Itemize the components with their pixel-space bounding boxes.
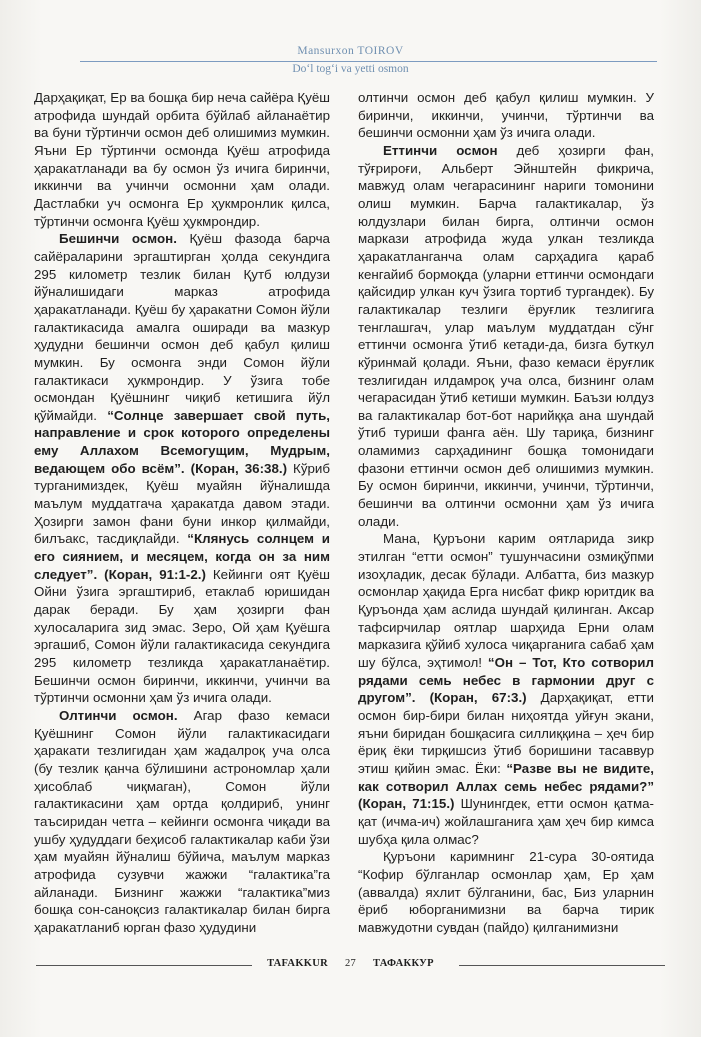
text-run: Кўриб турганимиздек, Қуёш муайян йўналишда маълум муддатгача ҳаракатда давом этади. Ҳозирги замон фани буни инкор қилмайди, билъакс, тасдиқлайди. (34, 460, 331, 547)
text-run: Агар фазо кемаси Қуёшнинг Сомон йўли галактикасидаги ҳаракати тезлигидан ҳам жадалроқ уча олса (бу тезлик қанча бўлишини астрономлар ҳали ҳисоблаб чиқмаган), Сомон йўли галактикасини ҳам ортда қолдириб, унинг таъсиридан четга – кейинги осмонга чиқади ва ушбу ҳудуддаги беҳисоб галактикалар каби ўзи ҳам муайян йўналиш бўйича, маълум марказ атрофида сузувчи жажжи “галактика”га айланади. Бизнинг жажжи “галактика”миз бошқа сон-саноқсиз галактикалар билан бирга ҳаракатланиб юрган фазо ҳудудини (34, 707, 330, 935)
text-run: Қуёш фазода барча сайёраларини эргаштирган ҳолда секундига 295 километр тезлик билан Қутб юлдузи йўналишидаги марказ атрофида ҳаракатланади. Қуёш бу ҳаракатни Сомон йўли галактикасида амалга оширади ва мазкур ҳудудни бешинчи осмон деб қабул қилиш мумкин. Бу осмонга энди Сомон йўли галактикаси ҳукмрондир. У ўзига тобе осмондан Қуёшнинг чиқиб кетишига йўл қўймайди. (34, 231, 330, 423)
left-column-paragraph (34, 707, 330, 937)
text-run: Дарҳақиқат, етти осмон бир-бири билан ниҳоятда уйғун экани, яъни биридан бошқасига силлиққина – ҳеч бир ёриқ ёки тирқишсиз ўтиб боришини тасаввур этиш қийин эмас. Ёки: (358, 690, 654, 776)
header-rule (80, 61, 657, 62)
header-subtitle: Do‘l tog‘i va yetti osmon (292, 63, 409, 75)
footer-text (36, 958, 665, 969)
left-column-paragraph (34, 230, 330, 707)
page-number: 27 (344, 958, 357, 969)
footer-right-label: ТАФАККУР (373, 958, 434, 969)
text-run: олтинчи осмон деб қабул қилиш мумкин. У биринчи, иккинчи, учинчи, тўртинчи ва бешинчи осмонни ҳам ўз ичига олади. (358, 90, 654, 141)
page-footer (36, 958, 665, 974)
bold-run: Бешинчи осмон. (59, 231, 177, 247)
bold-run: Еттинчи осмон (383, 142, 498, 158)
bold-run: “Разве вы не видите, как сотворил Аллах семь небес рядами?” (Коран, 71:15.) (358, 760, 654, 812)
text-run: Қуръони каримнинг 21-сура 30-оятида “Кофир бўлганлар осмонлар ҳам, Ер ҳам (аввалда) яхлит бўлганини, бас, Биз уларнин ёриб юборганимизни ва барча тирик мавжудотни сувдан (пайдо) қилганимизни (358, 849, 654, 935)
header-author: Mansurxon TOIROV (297, 45, 404, 57)
text-run: Шунингдек, етти осмон қатма-қат (ичма-ич) жойлашганига ҳам ҳеч бир кимса шубҳа қила олмас? (358, 796, 654, 847)
left-text-column (34, 89, 330, 937)
right-column-paragraph (358, 530, 654, 848)
right-text-column (358, 89, 654, 937)
right-column-paragraph (358, 848, 654, 936)
text-run: Дарҳақиқат, Ер ва бошқа бир неча сайёра Қуёш атрофида шундай орбита бўйлаб айланаётир ва буни тўртинчи осмон деб олишимиз мумкин. Яъни Ер тўртинчи осмонда Қуёш атрофида ҳаракатланади ва бу осмон ўз ичига биринчи, иккинчи ва учинчи осмонни ҳам олади. Дастлабки уч осмонга Ер ҳукмронлик қилса, тўртинчи осмонга Қуёш ҳукмрондир. (34, 90, 330, 229)
footer-rule-right (459, 965, 665, 966)
right-column-paragraph (358, 89, 654, 142)
text-run: Мана, Қуръони карим оятларида зикр этилган “етти осмон” тушунчасини озмиқўпми изоҳладик, десак бўлади. Албатта, биз мазкур осмонлар ҳақида Ерга нисбат фикр юритдик ва Қуръонда ҳам аслида шундай қилинган. Аксар тафсирчилар оятлар шарҳида Ерни олам марказига қўйиб хулоса чиқарганига сабаб ҳам шу бўлса, эҳтимол! (358, 531, 654, 670)
bold-run: “Клянусь солнцем и его сиянием, и месяцем, когда он за ним следует”. (Коран, 91:1-2.) (34, 531, 330, 582)
bold-run: “Он – Тот, Кто сотворил рядами семь небес в гармонии друг с другом”. (Коран, 67:3.) (358, 655, 654, 706)
bold-run: “Солнце завершает свой путь, направление и срок которого определены ему Аллахом Всемогущим, Мудрым, ведающем обо всём”. (Коран, 36:38.) (34, 407, 330, 476)
bold-run: Олтинчи осмон. (59, 707, 178, 723)
text-run: Кейинги оят Қуёш Ойни ўзига эргаштириб, етаклаб юришидан дарак беради. Бу ҳам ҳозирги фан хулосаларига зид эмас. Зеро, Ой ҳам Қуёшга эргашиб, Сомон йўли галактикасида секундига 295 километр тезликда ҳаракатланаётир. Бешинчи осмон биринчи, иккинчи, учинчи ва тўртинчи осмонни ҳам ўз ичига олади. (34, 566, 330, 706)
right-column-paragraph (358, 142, 654, 530)
footer-left-label: TAFAKKUR (267, 958, 329, 969)
running-header (0, 44, 701, 76)
left-column-paragraph (34, 89, 330, 230)
text-run: деб ҳозирги фан, тўғрироғи, Альберт Эйнштейн фикрича, мавжуд олам чегарасининг нариги томонини олиш мумкин. Барча галактикалар, ўз юлдузлари билан бирга, олтинчи осмон маркази атрофида жуда улкан тезликда ҳаракатланганча олам сарҳадига қараб кенгайиб бормоқда (уларни еттинчи осмондаги қайсидир улкан куч ўзига тортиб тургандек). Бу галактикалар тезлиги ёруғлик тезлигига тенглашгач, улар маълум муддатдан сўнг еттинчи осмонга ўтиб кетади-да, бизга буткул кўринмай қолади. Яъни, фазо кемаси ёруғлик тезлигидан илдамроқ уча олса, бизнинг олам чегарасидан ўтиб кетиши мумкин. Баъзи юлдуз ва галактикалар бот-бот нарийққа ана шундай ўтиб туриши фанга аён. Шу тариқа, бизнинг оламимиз сарҳадининг бошқа томонидаги фазони еттинчи осмон деб олишимиз мумкин. Бу осмон биринчи, иккинчи, учинчи, тўртинчи, бешинчи ва олтинчи осмонни ҳам ўз ичига олади. (358, 142, 654, 529)
